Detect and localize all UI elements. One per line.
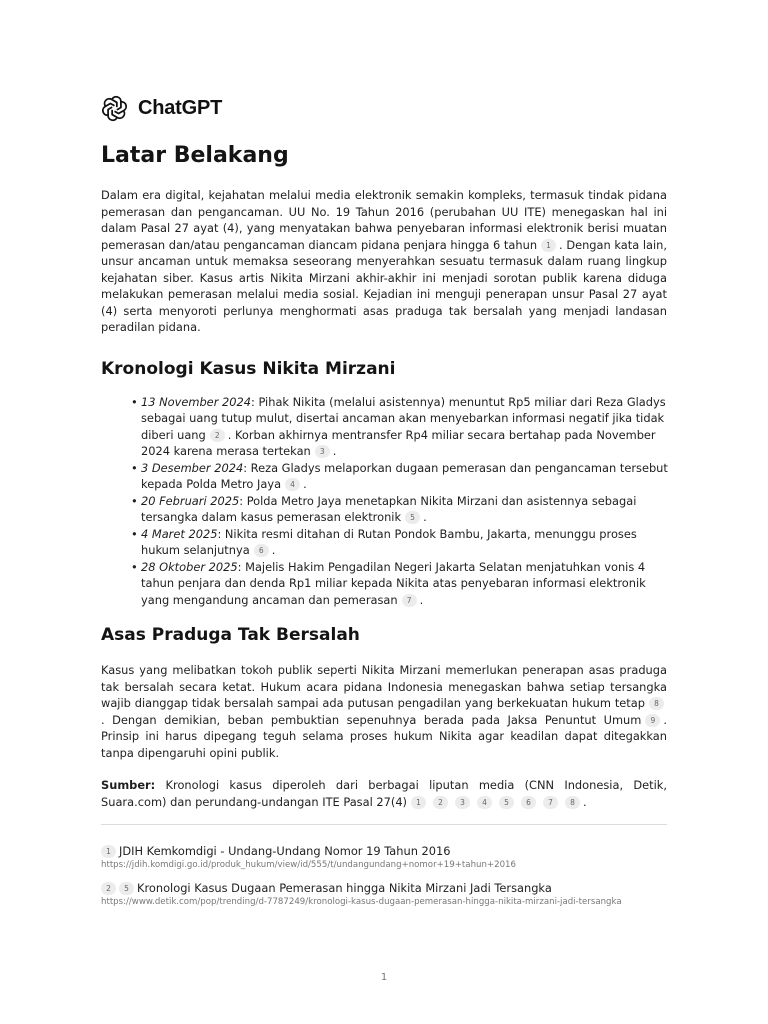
citation-badge[interactable]: 2 bbox=[433, 796, 448, 809]
list-item bbox=[131, 460, 671, 493]
item-date: 13 November 2024 bbox=[141, 394, 251, 409]
citation-badge[interactable]: 9 bbox=[645, 714, 660, 727]
reference-title-line bbox=[101, 843, 667, 859]
reference-url[interactable]: https://www.detik.com/pop/trending/d-7787249/kronologi-kasus-dugaan-pemerasan-hingga-nikita-mirzani-jadi-tersangka bbox=[101, 897, 622, 907]
divider bbox=[101, 824, 667, 825]
citation-badge[interactable]: 6 bbox=[521, 796, 536, 809]
item-date: 28 Oktober 2025 bbox=[141, 559, 238, 574]
list-item bbox=[131, 394, 671, 460]
item-text: . bbox=[423, 510, 427, 524]
citation-badge[interactable]: 3 bbox=[315, 445, 330, 458]
citation-badge[interactable]: 3 bbox=[455, 796, 470, 809]
item-text: . Korban akhirnya mentransfer Rp4 miliar secara bertahap pada November 2024 karena merasa tertekan bbox=[141, 427, 656, 458]
sources-end: . bbox=[583, 794, 587, 809]
brand-header bbox=[101, 92, 667, 124]
page-title: Latar Belakang bbox=[101, 143, 289, 168]
item-date: 3 Desember 2024 bbox=[141, 460, 244, 475]
item-text: . bbox=[271, 543, 276, 557]
list-item bbox=[131, 559, 671, 609]
item-text: . bbox=[419, 592, 424, 607]
sources-label: Sumber: bbox=[101, 778, 156, 792]
citation-badge[interactable]: 5 bbox=[405, 511, 420, 524]
item-text: : Nikita resmi ditahan di Rutan Pondok Bambu, Jakarta, menunggu proses hukum selanjutnya bbox=[141, 526, 637, 557]
list-item bbox=[131, 526, 671, 559]
citation-badge: 5 bbox=[119, 882, 134, 895]
citation-badge[interactable]: 7 bbox=[543, 796, 558, 809]
list-item bbox=[131, 493, 671, 526]
citation-badge[interactable]: 2 bbox=[210, 429, 225, 442]
item-text: : Majelis Hakim Pengadilan Negeri Jakarta Selatan menjatuhkan vonis 4 tahun penjara dan denda Rp1 miliar kepada Nikita atas penyebaran informasi elektronik yang mengandung ancaman dan pemerasan bbox=[141, 559, 646, 607]
openai-logo-icon bbox=[101, 95, 128, 122]
document-page bbox=[101, 92, 667, 909]
brand-name: ChatGPT bbox=[138, 96, 223, 119]
reference-url[interactable]: https://jdih.komdigi.go.id/produk_hukum/view/id/555/t/undangundang+nomor+19+tahun+2016 bbox=[101, 860, 516, 870]
item-text: . bbox=[303, 477, 307, 491]
citation-badge[interactable]: 4 bbox=[477, 796, 492, 809]
sources-text: Kronologi kasus diperoleh dari berbagai liputan media (CNN Indonesia, Detik, Suara.com) dan perundang-undangan ITE Pasal 27(4) bbox=[101, 778, 667, 809]
chronology-list bbox=[101, 394, 671, 609]
reference-item[interactable] bbox=[101, 880, 667, 909]
intro-text-1: Dalam era digital, kejahatan melalui media elektronik semakin kompleks, termasuk tindak pidana pemerasan dan pengancaman. UU No. 19 Tahun 2016 (perubahan UU ITE) menegaskan hal ini dalam Pasal 27 ayat (4), yang menyatakan bahwa penyebaran informasi elektronik berisi muatan pemerasan dan/atau pengancaman diancam pidana penjara hingga 6 tahun bbox=[101, 188, 667, 252]
presumption-heading: Asas Praduga Tak Bersalah bbox=[101, 625, 360, 645]
chronology-heading: Kronologi Kasus Nikita Mirzani bbox=[101, 358, 396, 379]
citation-badge[interactable]: 6 bbox=[254, 544, 269, 557]
item-text: : Reza Gladys melaporkan dugaan pemerasan dan pengancaman tersebut kepada Polda Metro Jaya bbox=[141, 460, 668, 491]
citation-badge[interactable]: 1 bbox=[541, 239, 556, 252]
sources-paragraph bbox=[101, 777, 667, 810]
page-number: 1 bbox=[380, 972, 388, 983]
presumption-text-2: . Dengan demikian, beban pembuktian sepenuhnya berada pada Jaksa Penuntut Umum bbox=[101, 712, 642, 727]
item-text: . bbox=[332, 444, 337, 458]
citation-badge[interactable]: 4 bbox=[285, 478, 300, 491]
citation-badge: 1 bbox=[101, 845, 116, 858]
intro-text-2: . Dengan kata lain, unsur ancaman untuk memaksa seseorang menyerahkan sesuatu termasuk dalam ruang lingkup kejahatan siber. Kasus artis Nikita Mirzani akhir-akhir ini menjadi sorotan publik karena diduga melakukan pemerasan melalui media sosial. Kejadian ini menguji penerapan unsur Pasal 27 ayat (4) serta menyoroti perlunya menghormati asas praduga tak bersalah yang menjadi landasan peradilan pidana. bbox=[101, 237, 668, 334]
item-text: : Polda Metro Jaya menetapkan Nikita Mirzani dan asistennya sebagai tersangka dalam kasus pemerasan elektronik bbox=[141, 493, 637, 524]
item-date: 4 Maret 2025 bbox=[141, 526, 218, 541]
citation-badge: 2 bbox=[101, 882, 116, 895]
citation-badge[interactable]: 8 bbox=[565, 796, 580, 809]
citation-badge[interactable]: 7 bbox=[402, 594, 417, 607]
reference-title-line bbox=[101, 880, 667, 896]
presumption-paragraph bbox=[101, 662, 667, 761]
citation-badge[interactable]: 8 bbox=[649, 697, 664, 710]
presumption-text-3: . Prinsip ini harus dipegang teguh selama proses hukum Nikita agar keadilan dapat ditegakkan tanpa dipengaruhi opini publik. bbox=[101, 712, 667, 760]
item-text: : Pihak Nikita (melalui asistennya) menuntut Rp5 miliar dari Reza Gladys sebagai uang tutup mulut, disertai ancaman akan menyebarkan informasi negatif jika tidak diberi uang bbox=[141, 394, 666, 442]
presumption-text-1: Kasus yang melibatkan tokoh publik seperti Nikita Mirzani memerlukan penerapan asas praduga tak bersalah secara ketat. Hukum acara pidana Indonesia menegaskan bahwa setiap tersangka wajib dianggap tidak bersalah sampai ada putusan pengadilan yang berkekuatan hukum tetap bbox=[101, 663, 667, 710]
reference-item[interactable] bbox=[101, 843, 667, 872]
citation-badge[interactable]: 1 bbox=[411, 796, 426, 809]
citation-badge[interactable]: 5 bbox=[499, 796, 514, 809]
intro-paragraph bbox=[101, 187, 667, 336]
reference-title[interactable]: Kronologi Kasus Dugaan Pemerasan hingga Nikita Mirzani Jadi Tersangka bbox=[137, 881, 552, 895]
reference-title[interactable]: JDIH Kemkomdigi - Undang-Undang Nomor 19 Tahun 2016 bbox=[119, 844, 451, 858]
item-date: 20 Februari 2025 bbox=[141, 493, 240, 508]
